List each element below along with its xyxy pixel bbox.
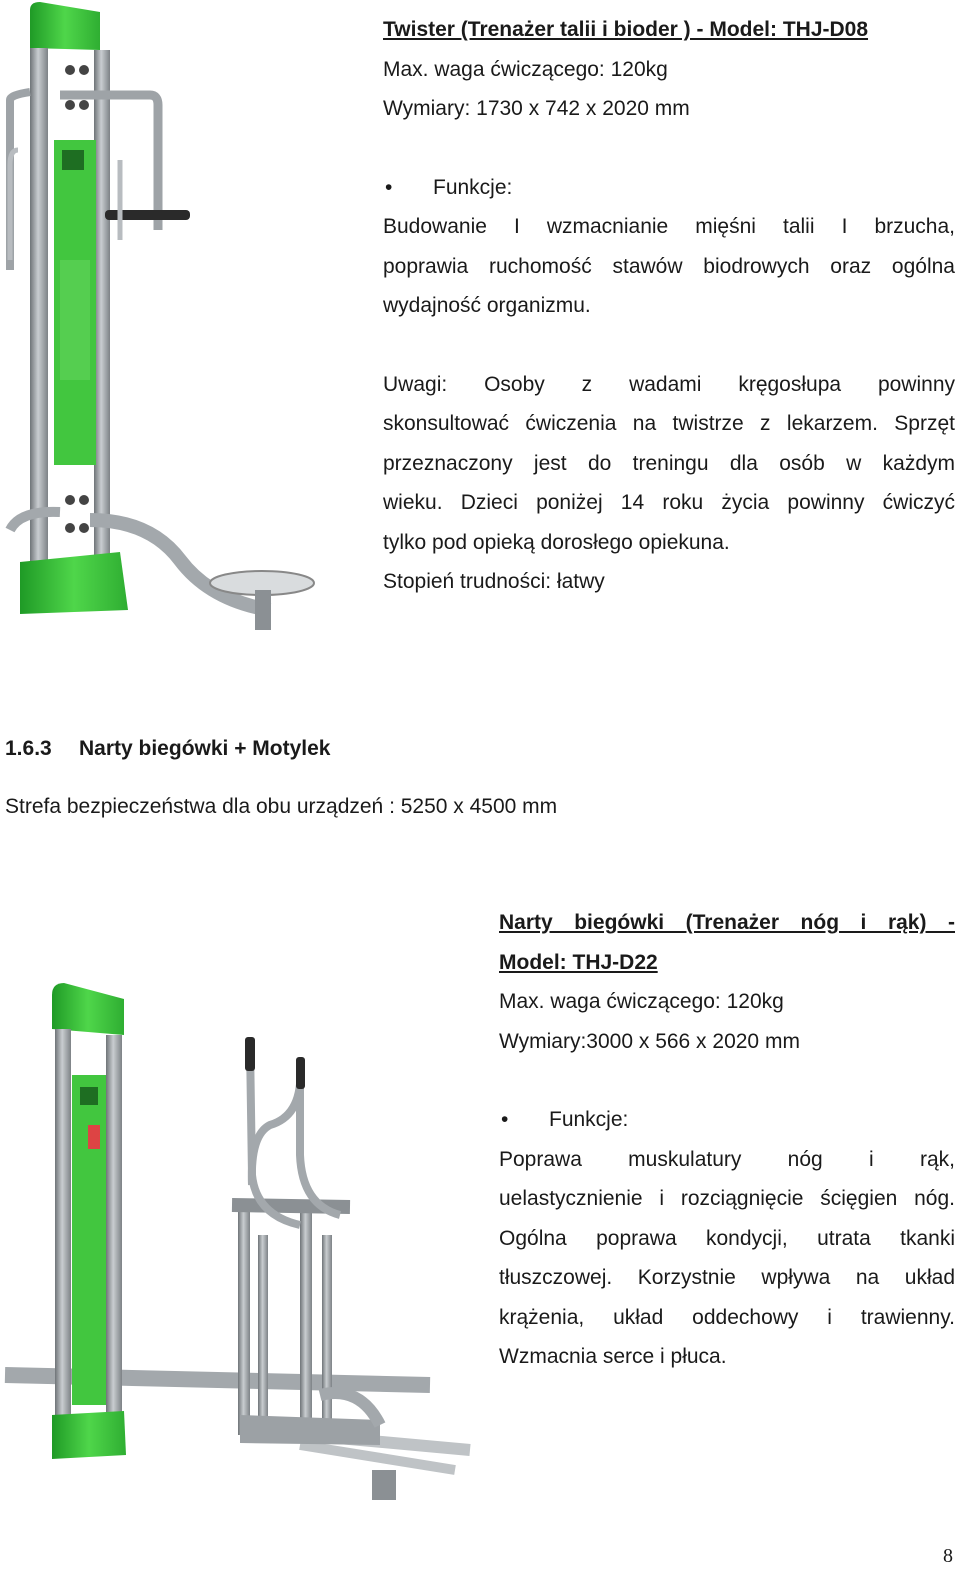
twister-notes-line: skonsultować ćwiczenia na twistrze z lekarzem. Sprzęt [383, 412, 955, 435]
twister-functions-label: Funkcje: [433, 175, 513, 199]
safety-zone: Strefa bezpieczeństwa dla obu urządzeń : 5250 x 4500 mm [5, 795, 558, 818]
skis-title-line1: Narty biegówki (Trenażer nóg i rąk) - [499, 911, 955, 934]
twister-notes-line: przeznaczony jest do treningu dla osób w każdym [383, 451, 955, 475]
twister-functions-line: Budowanie I wzmacnianie mięśni talii I brzucha, [383, 215, 955, 238]
skis-dimensions: Wymiary:3000 x 566 x 2020 mm [499, 1029, 800, 1053]
bullet-icon: • [385, 175, 393, 199]
twister-dimensions: Wymiary: 1730 x 742 x 2020 mm [383, 97, 690, 120]
twister-title: Twister (Trenażer talii i bioder ) - Model: THJ-D08 [383, 18, 869, 41]
skis-functions-line: Wzmacnia serce i płuca. [499, 1345, 727, 1368]
skis-functions-bullet [499, 1100, 955, 1140]
twister-difficulty: Stopień trudności: łatwy [383, 570, 605, 593]
skis-functions-line: krążenia, układ oddechowy i trawienny. [499, 1305, 955, 1329]
twister-functions-bullet [383, 168, 955, 208]
skis-functions-line: tłuszczowej. Korzystnie wpływa na układ [499, 1266, 955, 1289]
skis-equipment-image [0, 975, 480, 1515]
twister-functions-line: wydajność organizmu. [383, 294, 591, 317]
section-number: 1.6.3 [5, 737, 52, 760]
skis-functions-line: Poprawa muskulatury nóg i rąk, [499, 1147, 955, 1171]
twister-max-weight: Max. waga ćwiczącego: 120kg [383, 57, 668, 81]
skis-functions-label: Funkcje: [549, 1108, 629, 1131]
bullet-icon: • [501, 1108, 509, 1131]
skis-functions-line: uelastycznienie i rozciągnięcie ścięgien nóg. [499, 1187, 955, 1210]
twister-notes-line: wieku. Dzieci poniżej 14 roku życia powinny ćwiczyć [383, 491, 955, 514]
section-heading [5, 734, 331, 764]
twister-notes-line: Uwagi: Osoby z wadami kręgosłupa powinny [383, 372, 955, 396]
skis-description [499, 903, 955, 1377]
skis-functions-line: Ogólna poprawa kondycji, utrata tkanki [499, 1226, 955, 1250]
skis-title-line2: Model: THJ-D22 [499, 950, 658, 974]
skis-max-weight: Max. waga ćwiczącego: 120kg [499, 990, 784, 1013]
page-number: 8 [943, 1545, 953, 1567]
section-title: Narty biegówki + Motylek [79, 737, 331, 760]
twister-notes-line: tylko pod opieką dorosłego opiekuna. [383, 530, 730, 554]
twister-equipment-image [0, 0, 330, 640]
twister-description [383, 10, 955, 602]
twister-functions-line: poprawia ruchomość stawów biodrowych oraz ogólna [383, 254, 955, 278]
